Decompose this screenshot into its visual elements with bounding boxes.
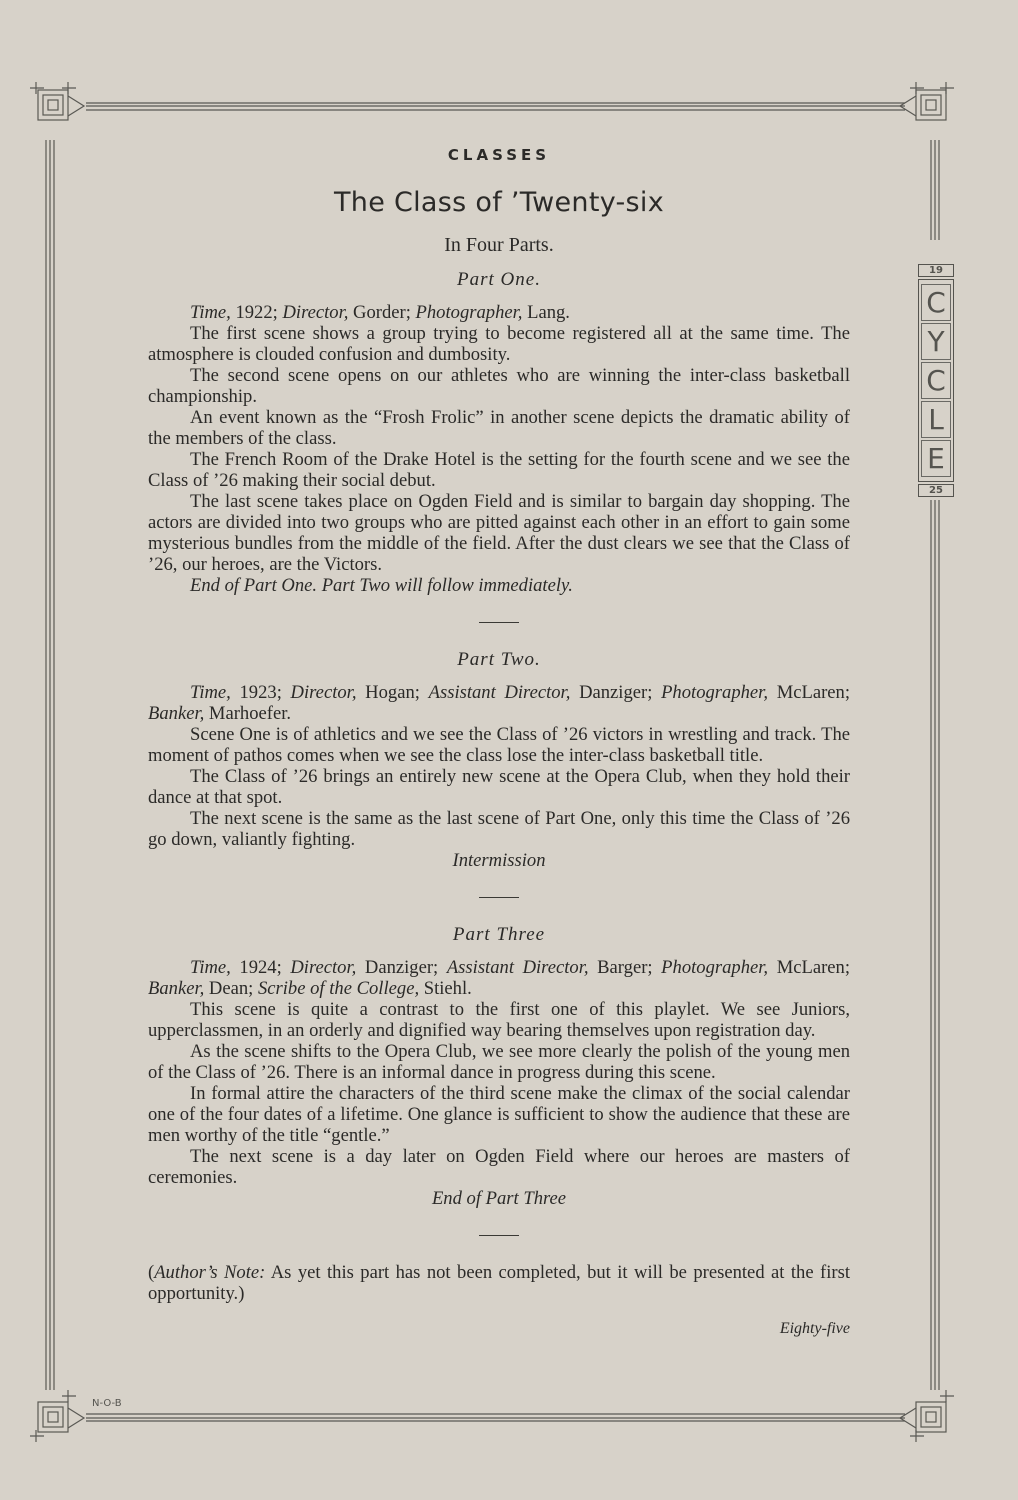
text-segment: In formal attire the characters of the third scene make the climax of the social calendar one of the four dates of a lifetime. One glance is sufficient to show the audience that these are men worthy of the title “gentle.” — [148, 1083, 850, 1146]
side-letters — [918, 279, 954, 482]
text-segment: Hogan; — [356, 682, 429, 703]
cycle-side-ornament — [918, 262, 954, 499]
side-letter: L — [921, 401, 951, 438]
text-segment: Stiehl. — [419, 978, 472, 999]
paragraph — [148, 449, 850, 491]
paragraph — [148, 682, 850, 724]
centered-note — [148, 1188, 850, 1209]
year-top: 19 — [918, 264, 954, 277]
paragraph — [148, 491, 850, 575]
italic-text: Author’s Note: — [154, 1262, 266, 1283]
text-segment: As the scene shifts to the Opera Club, we see more clearly the polish of the young men of the Class of ’26. There is an informal dance in progress during this scene. — [148, 1041, 850, 1083]
italic-text: Photographer, — [661, 957, 769, 978]
text-segment: The French Room of the Drake Hotel is the setting for the fourth scene and we see the Class of ’26 making their social debut. — [148, 449, 850, 491]
monogram: N-O-B — [92, 1398, 122, 1409]
centered-note — [148, 850, 850, 871]
paragraph — [148, 575, 850, 596]
italic-text: Banker, — [148, 978, 205, 999]
paragraph — [148, 999, 850, 1041]
page-number: Eighty-five — [779, 1320, 850, 1337]
text-segment: An event known as the “Frosh Frolic” in another scene depicts the dramatic ability of the members of the class. — [148, 407, 850, 449]
text-segment: The last scene takes place on Ogden Field and is similar to bargain day shopping. The actors are divided into two groups who are pitted against each other in an effort to gain some mysterious bundles from the middle of the field. After the dust clears we see that the Class of ’26, our heroes, are the Victors. — [148, 491, 850, 575]
text-segment: Gorder; — [348, 302, 416, 323]
text-segment: Danziger; — [570, 682, 662, 703]
paragraph — [148, 724, 850, 766]
text-segment: McLaren; — [768, 682, 850, 703]
italic-text: Time, — [190, 682, 231, 703]
paragraph — [148, 1041, 850, 1083]
text-segment: The first scene shows a group trying to become registered all at the same time. The atmosphere is clouded confusion and dumbosity. — [148, 323, 850, 365]
italic-text: Time, — [190, 302, 231, 323]
text-segment: 1923; — [230, 682, 291, 703]
italic-text: Scribe of the College, — [257, 978, 420, 999]
part-heading: Part One. — [457, 269, 541, 290]
italic-text: Assistant Director, — [428, 682, 571, 703]
divider — [479, 1235, 519, 1236]
side-letter: Y — [921, 323, 951, 360]
parts — [148, 269, 850, 1209]
side-letter: C — [921, 362, 951, 399]
text-segment: End of Part Three — [431, 1188, 567, 1209]
text-segment: This scene is quite a contrast to the first one of this playlet. We see Juniors, upperclassmen, in an orderly and dignified way bearing themselves upon registration day. — [148, 999, 850, 1041]
text-segment: As yet this part has not been completed, but it will be presented at the first opportunity.) — [148, 1262, 850, 1304]
divider — [479, 622, 519, 623]
part-heading: Part Three — [452, 924, 546, 945]
divider — [479, 897, 519, 898]
paragraph — [148, 1083, 850, 1146]
paragraph — [148, 302, 850, 323]
paragraph — [148, 323, 850, 365]
text-segment: Danziger; — [356, 957, 447, 978]
paragraph — [148, 407, 850, 449]
italic-text: Director, — [290, 682, 357, 703]
italic-text: Assistant Director, — [446, 957, 589, 978]
side-letter: C — [921, 284, 951, 321]
page-title: The Class of ’Twenty-six — [333, 187, 664, 218]
paragraph — [148, 365, 850, 407]
text-segment: Barger; — [588, 957, 662, 978]
page-content — [148, 146, 850, 1338]
text-segment: ( — [148, 1262, 155, 1283]
text-segment: 1922; — [230, 302, 283, 323]
italic-text: Time, — [190, 957, 231, 978]
author-note — [148, 1262, 850, 1304]
italic-text: Director, — [290, 957, 357, 978]
text-segment: The second scene opens on our athletes who are winning the inter-class basketball championship. — [148, 365, 850, 407]
text-segment: McLaren; — [768, 957, 851, 978]
italic-text: Banker, — [148, 703, 205, 724]
text-segment: Dean; — [204, 978, 258, 999]
text-segment: Lang. — [522, 302, 570, 323]
text-segment: The Class of ’26 brings an entirely new scene at the Opera Club, when they hold their dance at that spot. — [148, 766, 850, 808]
part-heading: Part Two. — [457, 649, 541, 670]
text-segment: The next scene is a day later on Ogden Field where our heroes are masters of ceremonies. — [148, 1146, 850, 1188]
year-bottom: 25 — [918, 484, 954, 497]
text-segment: Scene One is of athletics and we see the Class of ’26 victors in wrestling and track. The moment of pathos comes when we see the class lose the inter-class basketball title. — [148, 724, 850, 766]
side-letter: E — [921, 440, 951, 477]
paragraph — [148, 808, 850, 850]
paragraph — [148, 957, 850, 999]
italic-text: Photographer, — [415, 302, 523, 323]
text-segment: The next scene is the same as the last scene of Part One, only this time the Class of ’26 go down, valiantly fighting. — [148, 808, 850, 850]
italic-text: Director, — [282, 302, 349, 323]
subtitle: In Four Parts. — [444, 234, 554, 256]
text-segment: Intermission — [452, 850, 546, 871]
text-segment: Marhoefer. — [204, 703, 292, 724]
italic-text: End of Part One. Part Two will follow immediately. — [190, 575, 573, 596]
text-segment: 1924; — [230, 957, 291, 978]
section-label: CLASSES — [447, 146, 551, 164]
paragraph — [148, 1146, 850, 1188]
paragraph — [148, 766, 850, 808]
italic-text: Photographer, — [661, 682, 768, 703]
